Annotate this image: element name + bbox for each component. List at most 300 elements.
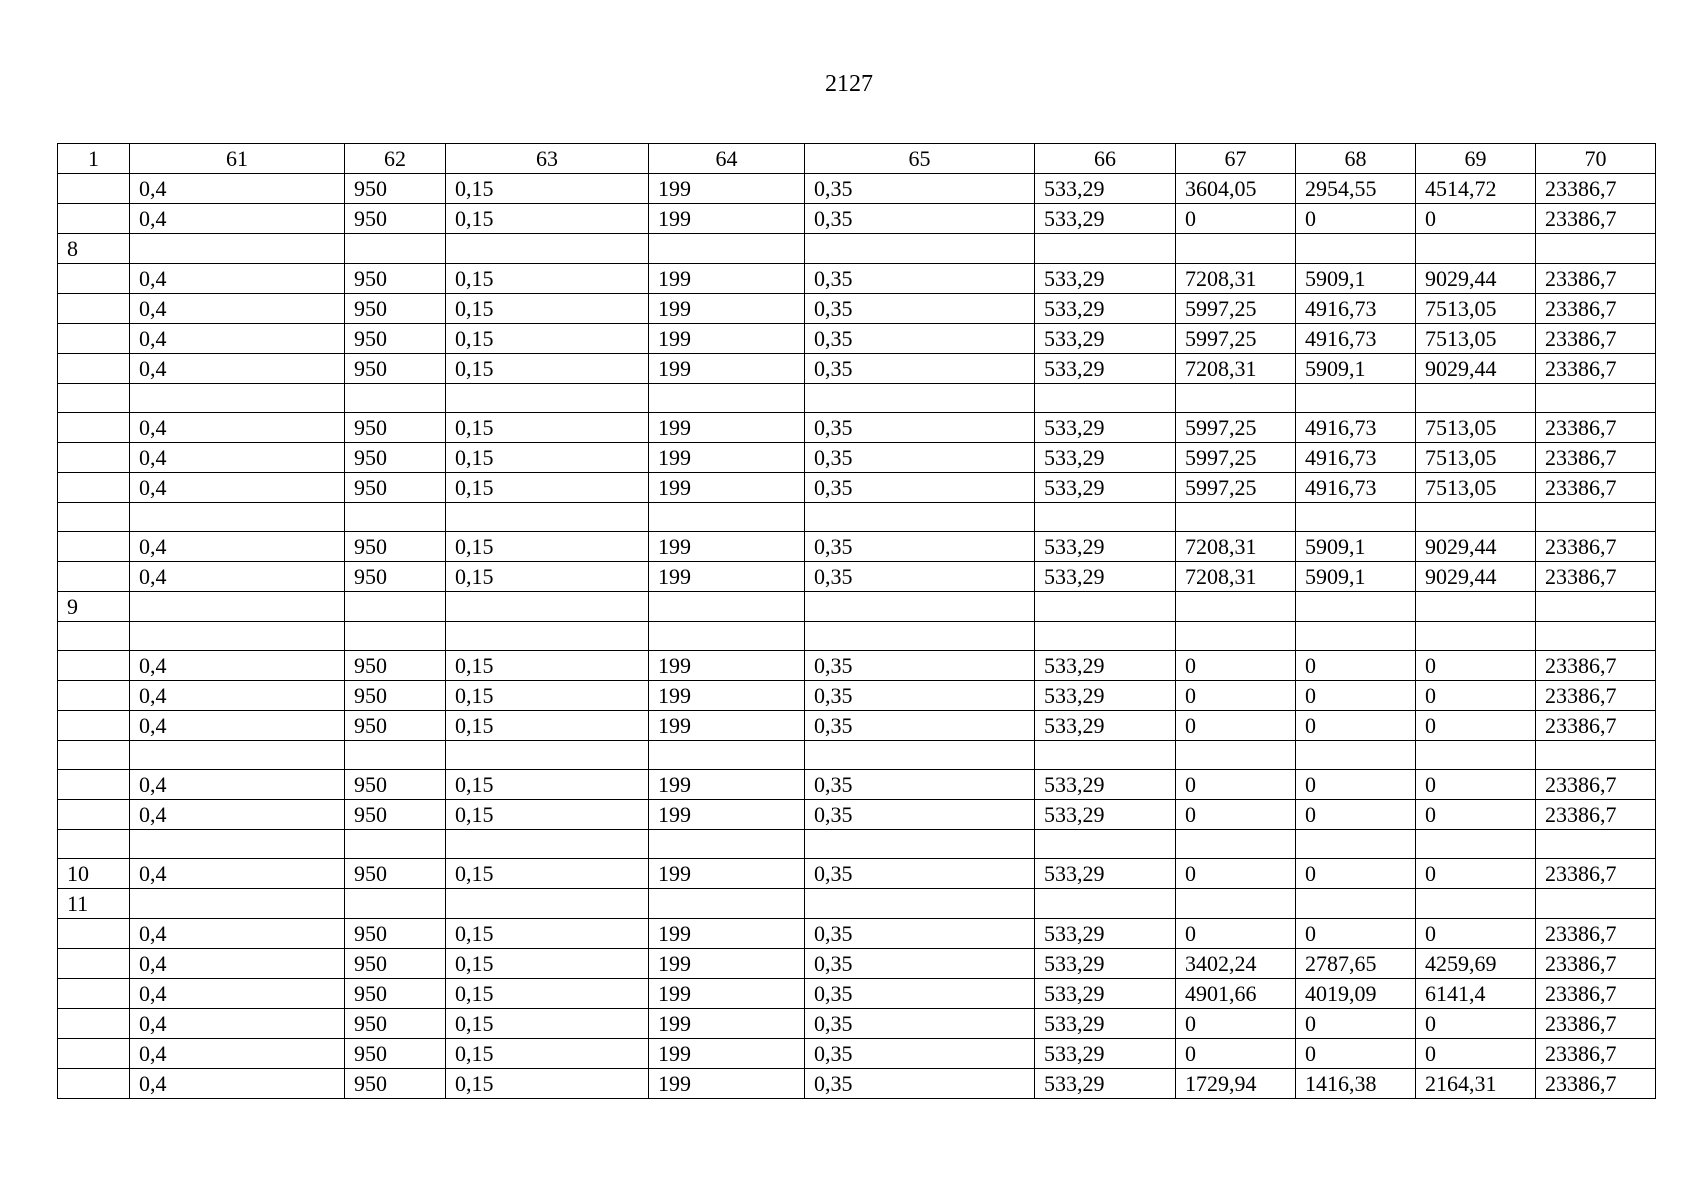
column-header: 1	[58, 144, 130, 174]
table-cell	[58, 354, 130, 384]
table-cell: 199	[649, 919, 805, 949]
table-cell: 0,15	[446, 770, 649, 800]
table-cell: 0	[1176, 651, 1296, 681]
table-cell	[1035, 592, 1176, 622]
table-cell: 0	[1176, 204, 1296, 234]
table-cell: 0	[1176, 711, 1296, 741]
table-cell	[1035, 741, 1176, 770]
table-cell: 533,29	[1035, 711, 1176, 741]
table-cell: 0,15	[446, 204, 649, 234]
table-cell: 533,29	[1035, 294, 1176, 324]
table-cell	[58, 384, 130, 413]
table-cell	[58, 204, 130, 234]
table-cell: 0,4	[130, 354, 345, 384]
table-cell: 4916,73	[1296, 413, 1416, 443]
table-row	[58, 473, 1656, 503]
table-cell	[805, 234, 1035, 264]
table-cell	[1296, 234, 1416, 264]
table-row	[58, 979, 1656, 1009]
table-cell: 0	[1176, 919, 1296, 949]
table-cell: 2787,65	[1296, 949, 1416, 979]
table-cell: 950	[345, 651, 446, 681]
table-cell: 199	[649, 473, 805, 503]
table-cell: 0,4	[130, 919, 345, 949]
table-cell: 0,35	[805, 1039, 1035, 1069]
table-cell: 5997,25	[1176, 324, 1296, 354]
table-cell	[1416, 503, 1536, 532]
column-header: 61	[130, 144, 345, 174]
table-cell	[1536, 622, 1656, 651]
table-cell: 7208,31	[1176, 264, 1296, 294]
table-cell: 9029,44	[1416, 264, 1536, 294]
table-cell	[805, 830, 1035, 859]
table-cell	[446, 741, 649, 770]
table-row	[58, 324, 1656, 354]
table-cell: 3402,24	[1176, 949, 1296, 979]
table-cell	[805, 622, 1035, 651]
table-cell	[345, 830, 446, 859]
table-row	[58, 354, 1656, 384]
table-cell: 0,4	[130, 711, 345, 741]
table-cell	[1416, 592, 1536, 622]
table-cell: 0	[1176, 681, 1296, 711]
table-cell	[1035, 622, 1176, 651]
table-cell: 199	[649, 711, 805, 741]
table-cell: 0	[1176, 800, 1296, 830]
column-header: 67	[1176, 144, 1296, 174]
table-cell: 0,15	[446, 443, 649, 473]
table-cell: 6141,4	[1416, 979, 1536, 1009]
table-row	[58, 294, 1656, 324]
table-cell: 0	[1416, 651, 1536, 681]
table-cell: 0,15	[446, 354, 649, 384]
table-row	[58, 622, 1656, 651]
table-cell: 533,29	[1035, 354, 1176, 384]
table-cell: 1416,38	[1296, 1069, 1416, 1099]
table-cell	[1035, 234, 1176, 264]
table-cell: 5909,1	[1296, 562, 1416, 592]
table-cell: 23386,7	[1536, 711, 1656, 741]
table-cell: 4901,66	[1176, 979, 1296, 1009]
table-cell	[1296, 622, 1416, 651]
table-cell: 533,29	[1035, 800, 1176, 830]
table-cell: 11	[58, 889, 130, 919]
table-cell: 0,4	[130, 532, 345, 562]
table-cell	[130, 622, 345, 651]
table-cell: 0,15	[446, 473, 649, 503]
table-cell: 5997,25	[1176, 294, 1296, 324]
table-cell: 23386,7	[1536, 324, 1656, 354]
table-cell: 0,15	[446, 949, 649, 979]
table-cell: 23386,7	[1536, 1069, 1656, 1099]
table-cell: 199	[649, 770, 805, 800]
table-cell: 533,29	[1035, 324, 1176, 354]
table-cell: 950	[345, 1009, 446, 1039]
table-row	[58, 174, 1656, 204]
table-cell: 533,29	[1035, 264, 1176, 294]
table-cell	[1296, 830, 1416, 859]
page-number: 2127	[825, 71, 873, 97]
table-cell: 199	[649, 204, 805, 234]
table-cell: 950	[345, 354, 446, 384]
table-cell: 9	[58, 592, 130, 622]
table-cell	[58, 174, 130, 204]
table-cell: 0,35	[805, 264, 1035, 294]
table-cell	[345, 503, 446, 532]
table-row	[58, 859, 1656, 889]
column-header: 70	[1536, 144, 1656, 174]
table-cell: 199	[649, 443, 805, 473]
table-row	[58, 562, 1656, 592]
table-cell	[1416, 234, 1536, 264]
table-cell	[1176, 384, 1296, 413]
table-cell: 5909,1	[1296, 264, 1416, 294]
table-cell: 23386,7	[1536, 800, 1656, 830]
table-cell: 533,29	[1035, 473, 1176, 503]
table-cell: 0,15	[446, 1039, 649, 1069]
table-cell: 199	[649, 562, 805, 592]
table-cell	[1416, 384, 1536, 413]
table-cell	[446, 384, 649, 413]
table-cell: 23386,7	[1536, 473, 1656, 503]
table-cell: 199	[649, 681, 805, 711]
table-cell	[649, 622, 805, 651]
table-cell: 1729,94	[1176, 1069, 1296, 1099]
table-cell	[1536, 741, 1656, 770]
table-cell	[58, 324, 130, 354]
column-header: 65	[805, 144, 1035, 174]
table-cell: 0	[1416, 770, 1536, 800]
table-cell: 0,35	[805, 919, 1035, 949]
table-cell	[58, 622, 130, 651]
table-cell: 0,35	[805, 354, 1035, 384]
column-header: 68	[1296, 144, 1416, 174]
table-cell	[58, 264, 130, 294]
table-cell: 5909,1	[1296, 354, 1416, 384]
table-cell: 0,35	[805, 770, 1035, 800]
table-row	[58, 800, 1656, 830]
table-cell	[446, 234, 649, 264]
table-cell	[58, 979, 130, 1009]
table-cell	[345, 622, 446, 651]
table-row	[58, 830, 1656, 859]
table-row	[58, 413, 1656, 443]
table-cell	[58, 413, 130, 443]
table-cell: 4514,72	[1416, 174, 1536, 204]
table-cell: 950	[345, 413, 446, 443]
table-cell: 950	[345, 949, 446, 979]
table-cell: 199	[649, 1009, 805, 1039]
table-cell	[58, 473, 130, 503]
table-cell: 533,29	[1035, 681, 1176, 711]
table-cell: 4916,73	[1296, 443, 1416, 473]
table-cell: 950	[345, 473, 446, 503]
table-cell: 0,15	[446, 294, 649, 324]
table-cell: 950	[345, 979, 446, 1009]
table-cell: 0,15	[446, 174, 649, 204]
table-cell: 7513,05	[1416, 413, 1536, 443]
table-row	[58, 651, 1656, 681]
table-cell: 0,35	[805, 1069, 1035, 1099]
table-cell	[58, 681, 130, 711]
table-cell: 0,15	[446, 711, 649, 741]
table-cell	[1296, 503, 1416, 532]
table-cell: 23386,7	[1536, 919, 1656, 949]
table-cell: 0	[1416, 919, 1536, 949]
table-cell: 0,4	[130, 979, 345, 1009]
table-cell	[1416, 830, 1536, 859]
table-cell: 0	[1176, 1039, 1296, 1069]
table-cell	[58, 919, 130, 949]
table-cell: 7208,31	[1176, 532, 1296, 562]
table-cell	[58, 800, 130, 830]
table-cell: 199	[649, 979, 805, 1009]
table-row	[58, 384, 1656, 413]
table-cell	[446, 622, 649, 651]
table-cell: 0,35	[805, 562, 1035, 592]
table-cell	[345, 384, 446, 413]
table-cell: 199	[649, 413, 805, 443]
table-cell: 7513,05	[1416, 294, 1536, 324]
table-cell: 199	[649, 1069, 805, 1099]
table-cell: 199	[649, 532, 805, 562]
table-cell	[1296, 741, 1416, 770]
table-cell: 0,35	[805, 800, 1035, 830]
table-cell: 0	[1296, 1009, 1416, 1039]
table-cell: 0,4	[130, 413, 345, 443]
table-row	[58, 234, 1656, 264]
table-cell: 0	[1176, 859, 1296, 889]
table-cell: 0	[1296, 859, 1416, 889]
table-cell	[649, 503, 805, 532]
table-cell	[446, 592, 649, 622]
table-cell: 199	[649, 859, 805, 889]
table-cell: 533,29	[1035, 562, 1176, 592]
table-cell	[130, 234, 345, 264]
table-row	[58, 1069, 1656, 1099]
table-cell: 533,29	[1035, 443, 1176, 473]
table-cell	[1416, 741, 1536, 770]
table-cell	[649, 889, 805, 919]
table-cell: 23386,7	[1536, 979, 1656, 1009]
table-cell	[1176, 830, 1296, 859]
table-cell: 0	[1176, 770, 1296, 800]
table-cell: 0,15	[446, 324, 649, 354]
table-cell: 0,15	[446, 562, 649, 592]
table-cell: 533,29	[1035, 1069, 1176, 1099]
table-cell	[58, 294, 130, 324]
table-cell	[130, 384, 345, 413]
table-cell: 5997,25	[1176, 473, 1296, 503]
table-cell: 950	[345, 770, 446, 800]
table-cell: 0	[1296, 681, 1416, 711]
table-cell	[130, 503, 345, 532]
table-cell: 0,4	[130, 443, 345, 473]
table-cell: 0,4	[130, 1039, 345, 1069]
table-cell	[58, 770, 130, 800]
table-cell: 950	[345, 204, 446, 234]
table-cell: 199	[649, 174, 805, 204]
table-cell: 950	[345, 1039, 446, 1069]
table-cell	[649, 592, 805, 622]
table-cell	[1536, 592, 1656, 622]
table-row	[58, 949, 1656, 979]
table-cell: 950	[345, 711, 446, 741]
table-cell: 7513,05	[1416, 443, 1536, 473]
table-cell: 950	[345, 681, 446, 711]
table-cell: 533,29	[1035, 532, 1176, 562]
table-cell: 4916,73	[1296, 324, 1416, 354]
table-cell	[1035, 384, 1176, 413]
table-row	[58, 532, 1656, 562]
table-row	[58, 264, 1656, 294]
table-cell	[649, 384, 805, 413]
table-cell: 199	[649, 264, 805, 294]
table-cell: 7208,31	[1176, 354, 1296, 384]
table-cell	[58, 1069, 130, 1099]
table-cell: 0	[1416, 800, 1536, 830]
table-cell: 7208,31	[1176, 562, 1296, 592]
table-cell	[130, 592, 345, 622]
table-cell: 23386,7	[1536, 204, 1656, 234]
table-cell: 2164,31	[1416, 1069, 1536, 1099]
table-cell: 0,4	[130, 1069, 345, 1099]
column-header: 62	[345, 144, 446, 174]
table-cell	[446, 889, 649, 919]
table-cell: 199	[649, 949, 805, 979]
table-cell	[345, 889, 446, 919]
table-cell: 0,15	[446, 859, 649, 889]
table-cell	[649, 234, 805, 264]
table-cell: 950	[345, 324, 446, 354]
table-cell	[58, 711, 130, 741]
table-cell	[446, 830, 649, 859]
table-cell: 0,4	[130, 174, 345, 204]
table-cell	[345, 741, 446, 770]
table-cell: 0,15	[446, 979, 649, 1009]
table-cell: 0	[1416, 711, 1536, 741]
table-cell: 0,4	[130, 264, 345, 294]
table-row	[58, 204, 1656, 234]
table-cell: 950	[345, 1069, 446, 1099]
table-cell: 0,35	[805, 651, 1035, 681]
table-cell: 23386,7	[1536, 413, 1656, 443]
table-cell	[130, 741, 345, 770]
table-cell: 23386,7	[1536, 264, 1656, 294]
table-row	[58, 503, 1656, 532]
table-cell	[58, 1009, 130, 1039]
table-cell	[58, 562, 130, 592]
table-cell: 0	[1296, 1039, 1416, 1069]
table-cell: 4916,73	[1296, 473, 1416, 503]
table-cell	[446, 503, 649, 532]
table-cell: 5909,1	[1296, 532, 1416, 562]
table-cell	[805, 384, 1035, 413]
table-cell	[1176, 503, 1296, 532]
table-cell	[1035, 503, 1176, 532]
column-header: 66	[1035, 144, 1176, 174]
table-cell: 0,4	[130, 681, 345, 711]
table-cell: 0,4	[130, 859, 345, 889]
table-cell	[1035, 889, 1176, 919]
table-row	[58, 741, 1656, 770]
table-cell	[58, 949, 130, 979]
table-cell	[1536, 503, 1656, 532]
table-cell: 2954,55	[1296, 174, 1416, 204]
table-cell: 950	[345, 532, 446, 562]
table-cell: 0,35	[805, 413, 1035, 443]
table-cell	[649, 830, 805, 859]
table-cell: 0,4	[130, 770, 345, 800]
table-cell	[1176, 741, 1296, 770]
table-cell	[1035, 830, 1176, 859]
table-cell: 0,35	[805, 949, 1035, 979]
table-cell	[1176, 622, 1296, 651]
table-cell	[1536, 830, 1656, 859]
table-cell: 0,4	[130, 294, 345, 324]
table-cell: 23386,7	[1536, 443, 1656, 473]
table-cell: 533,29	[1035, 174, 1176, 204]
table-cell: 0,15	[446, 651, 649, 681]
table-cell: 0,4	[130, 949, 345, 979]
table-cell: 0,35	[805, 532, 1035, 562]
table-cell: 0	[1416, 681, 1536, 711]
table-cell: 4259,69	[1416, 949, 1536, 979]
table-cell	[1176, 592, 1296, 622]
data-table	[57, 143, 1656, 1099]
table-cell: 950	[345, 562, 446, 592]
table-row	[58, 711, 1656, 741]
table-cell: 23386,7	[1536, 681, 1656, 711]
table-row	[58, 443, 1656, 473]
table-cell	[58, 741, 130, 770]
table-cell	[58, 1039, 130, 1069]
table-cell: 23386,7	[1536, 651, 1656, 681]
table-cell: 199	[649, 324, 805, 354]
table-cell: 9029,44	[1416, 354, 1536, 384]
table-cell: 0,35	[805, 294, 1035, 324]
table-cell	[1536, 234, 1656, 264]
table-cell: 0,15	[446, 1009, 649, 1039]
table-cell: 533,29	[1035, 919, 1176, 949]
table-cell: 0,35	[805, 443, 1035, 473]
table-cell: 199	[649, 294, 805, 324]
column-header: 69	[1416, 144, 1536, 174]
table-cell: 0	[1416, 1039, 1536, 1069]
table-cell: 0,4	[130, 473, 345, 503]
column-header: 63	[446, 144, 649, 174]
table-cell: 0,4	[130, 1009, 345, 1039]
column-header: 64	[649, 144, 805, 174]
table-row	[58, 770, 1656, 800]
table-cell: 5997,25	[1176, 413, 1296, 443]
table-cell: 4916,73	[1296, 294, 1416, 324]
table-cell: 23386,7	[1536, 294, 1656, 324]
table-cell: 5997,25	[1176, 443, 1296, 473]
table-cell: 0,35	[805, 473, 1035, 503]
table-row	[58, 592, 1656, 622]
table-cell: 950	[345, 174, 446, 204]
table-cell: 0,4	[130, 204, 345, 234]
table-cell	[805, 889, 1035, 919]
table-cell: 23386,7	[1536, 174, 1656, 204]
table-cell: 0,35	[805, 681, 1035, 711]
table-cell: 199	[649, 354, 805, 384]
table-cell	[1296, 384, 1416, 413]
table-cell: 9029,44	[1416, 532, 1536, 562]
table-body	[58, 144, 1656, 1099]
table-cell: 0	[1296, 800, 1416, 830]
